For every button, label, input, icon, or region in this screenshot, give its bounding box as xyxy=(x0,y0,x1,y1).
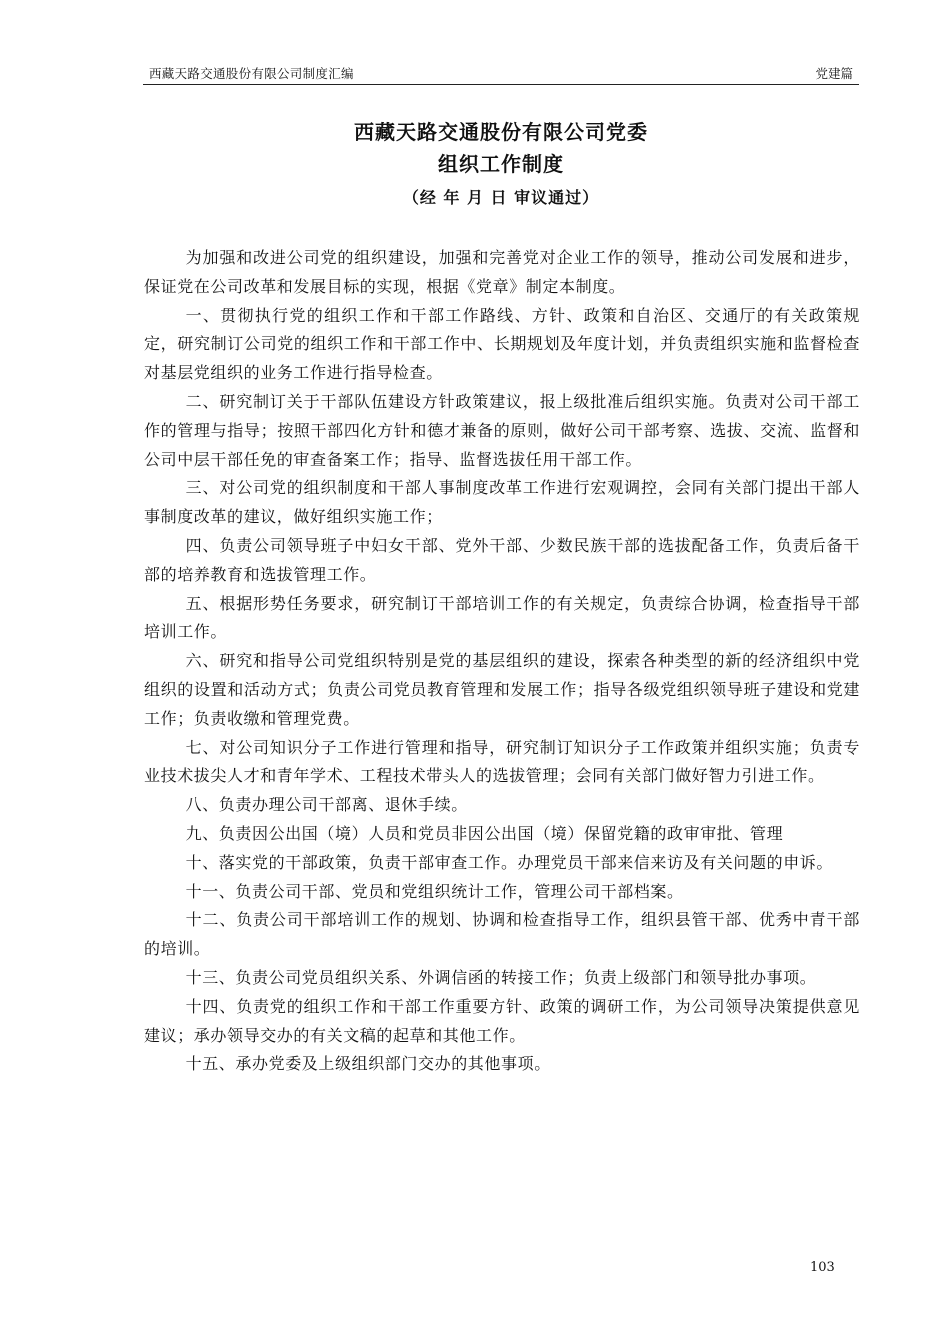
paragraph-item-9: 九、负责因公出国（境）人员和党员非因公出国（境）保留党籍的政审审批、管理 xyxy=(185,823,784,843)
paragraph-item-6: 六、研究和指导公司党组织特别是党的基层组织的建设，探索各种类型的新的经济组织中党组织的设置和活动方式；负责公司党员教育管理和发展工作；指导各级党组织领导班子建设和党建工作；负责收缴和管理党费。 xyxy=(144,651,860,728)
paragraph-item-7: 七、对公司知识分子工作进行管理和指导，研究制订知识分子工作政策并组织实施；负责专业技术拔尖人才和青年学术、工程技术带头人的选拔管理；会同有关部门做好智力引进工作。 xyxy=(144,737,860,786)
paragraph-item-13: 十三、负责公司党员组织关系、外调信函的转接工作；负责上级部门和领导批办事项。 xyxy=(185,967,817,987)
paragraph-item-1: 一、贯彻执行党的组织工作和干部工作路线、方针、政策和自治区、交通厅的有关政策规定，研究制订公司党的组织工作和干部工作中、长期规划及年度计划，并负责组织实施和监督检查对基层党组织的业务工作进行指导检查。 xyxy=(144,305,860,383)
paragraph-item-5: 五、根据形势任务要求，研究制订干部培训工作的有关规定，负责综合协调，检查指导干部培训工作。 xyxy=(144,593,860,642)
page-title: 西藏天路交通股份有限公司党委 xyxy=(354,120,648,144)
title-block xyxy=(143,116,859,214)
paragraph-item-3: 三、对公司党的组织制度和干部人事制度改革工作进行宏观调控，会同有关部门提出干部人事制度改革的建议，做好组织实施工作； xyxy=(144,478,860,527)
paragraph-item-8: 八、负责办理公司干部离、退休手续。 xyxy=(185,795,468,815)
approval-note: （经 年 月 日 审议通过） xyxy=(402,188,600,207)
page-subtitle: 组织工作制度 xyxy=(438,152,564,176)
document-body xyxy=(144,244,860,1079)
paragraph-item-12: 十二、负责公司干部培训工作的规划、协调和检查指导工作，组织县管干部、优秀中青干部的培训。 xyxy=(144,910,860,959)
paragraph-item-2: 二、研究制订关于干部队伍建设方针政策建议，报上级批准后组织实施。负责对公司干部工作的管理与指导；按照干部四化方针和德才兼备的原则，做好公司干部考察、选拔、交流、监督和公司中层干部任免的审查备案工作；指导、监督选拔任用干部工作。 xyxy=(144,391,860,469)
page-number: 103 xyxy=(810,1260,835,1275)
header-section-name: 党建篇 xyxy=(815,66,853,81)
paragraph-item-4: 四、负责公司领导班子中妇女干部、党外干部、少数民族干部的选拔配备工作，负责后备干部的培养教育和选拔管理工作。 xyxy=(144,535,860,584)
paragraph-item-14: 十四、负责党的组织工作和干部工作重要方针、政策的调研工作，为公司领导决策提供意见建议；承办领导交办的有关文稿的起草和其他工作。 xyxy=(144,996,860,1045)
paragraph-item-15: 十五、承办党委及上级组织部门交办的其他事项。 xyxy=(185,1054,551,1074)
page-header xyxy=(143,66,859,85)
paragraph-item-11: 十一、负责公司干部、党员和党组织统计工作，管理公司干部档案。 xyxy=(185,881,684,901)
paragraph-preamble: 为加强和改进公司党的组织建设，加强和完善党对企业工作的领导，推动公司发展和进步，保证党在公司改革和发展目标的实现，根据《党章》制定本制度。 xyxy=(144,248,860,296)
paragraph-item-10: 十、落实党的干部政策，负责干部审查工作。办理党员干部来信来访及有关问题的申诉。 xyxy=(185,852,833,872)
header-document-title: 西藏天路交通股份有限公司制度汇编 xyxy=(149,66,354,81)
